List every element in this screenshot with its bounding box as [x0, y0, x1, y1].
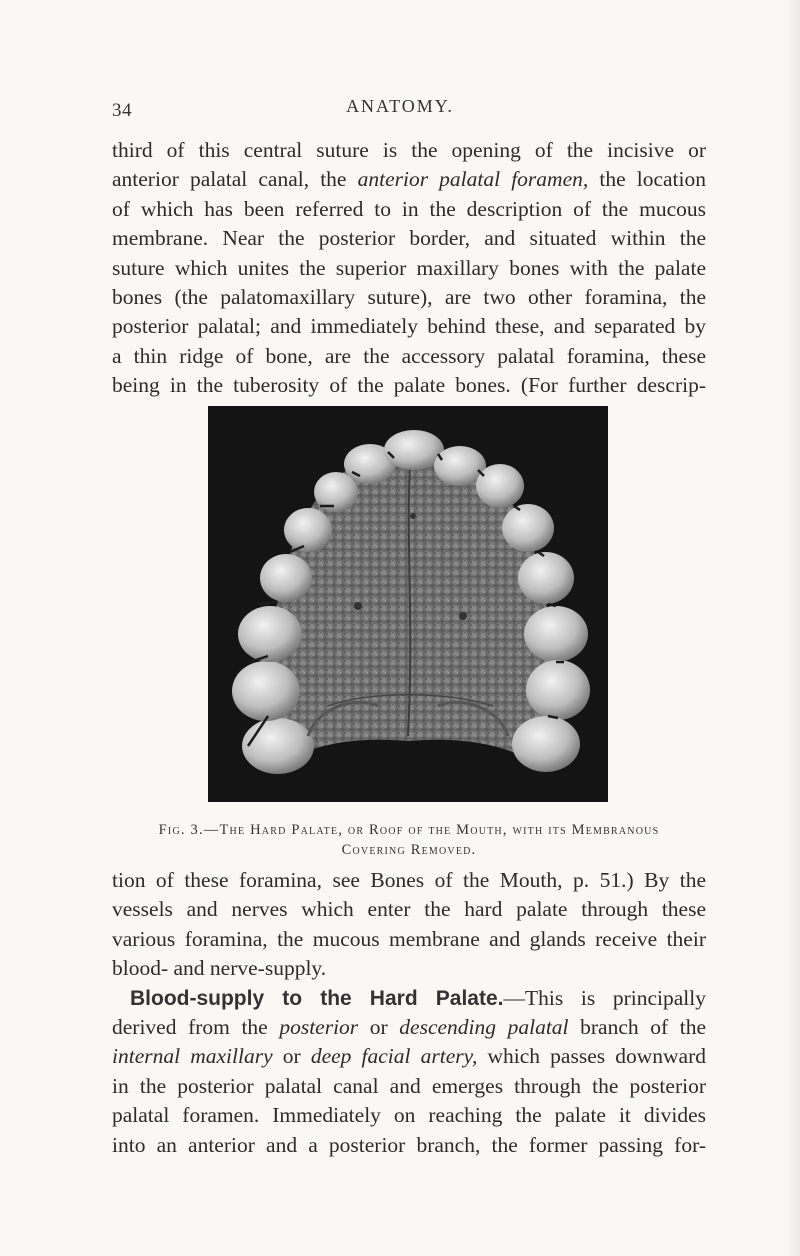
text-line: into an anterior and a posterior branch, the former passing for-: [112, 1132, 706, 1157]
text-line: suture which unites the superior maxillary bones with the palate: [112, 255, 706, 280]
hard-palate-photograph: [208, 406, 608, 802]
text-line: various foramina, the mucous membrane and glands receive their: [112, 926, 706, 951]
text-line: derived from the posterior or descending palatal branch of the: [112, 1015, 706, 1040]
paragraph-top: [112, 136, 706, 401]
caption-prefix: Fig. 3.—: [158, 822, 220, 838]
text-line: a thin ridge of bone, are the accessory palatal foramina, these: [112, 343, 706, 368]
page-number: 34: [112, 100, 132, 121]
caption-line1: The Hard Palate, or Roof of the Mouth, with its Membranous: [219, 822, 660, 838]
text-line: posterior palatal; and immediately behind these, and separated by: [112, 314, 706, 339]
section-heading: Blood-supply to the Hard Palate.: [130, 986, 504, 1010]
text-line: palatal foramen. Immediately on reaching the palate it divides: [112, 1103, 706, 1128]
figure-photograph: [208, 406, 608, 802]
text-line: bones (the palatomaxillary suture), are two other foramina, the: [112, 285, 706, 310]
figure-caption: [112, 820, 706, 860]
paragraph-bottom: [112, 866, 706, 1160]
italic-term: anterior palatal foramen,: [357, 167, 589, 192]
text-line: membrane. Near the posterior border, and situated within the: [112, 226, 706, 251]
running-head: ANATOMY.: [346, 96, 454, 116]
text-line: anterior palatal canal, the anterior palatal foramen, the location: [112, 167, 706, 192]
text-line: being in the tuberosity of the palate bones. (For further descrip-: [112, 373, 706, 398]
text-line: third of this central suture is the opening of the incisive or: [112, 138, 706, 162]
text-line: tion of these foramina, see Bones of the Mouth, p. 51.) By the: [112, 868, 706, 892]
text-line: of which has been referred to in the description of the mucous: [112, 196, 706, 221]
text-line: in the posterior palatal canal and emerges through the posterior: [112, 1073, 706, 1098]
section-line: Blood-supply to the Hard Palate.—This is principally: [130, 985, 706, 1010]
caption-line2: Covering Removed.: [341, 842, 477, 858]
page-edge-shadow: [786, 0, 800, 1256]
text-line: internal maxillary or deep facial artery, which passes downward: [112, 1044, 706, 1069]
text-line: blood- and nerve-supply.: [112, 956, 327, 981]
text-line: vessels and nerves which enter the hard palate through these: [112, 897, 706, 922]
